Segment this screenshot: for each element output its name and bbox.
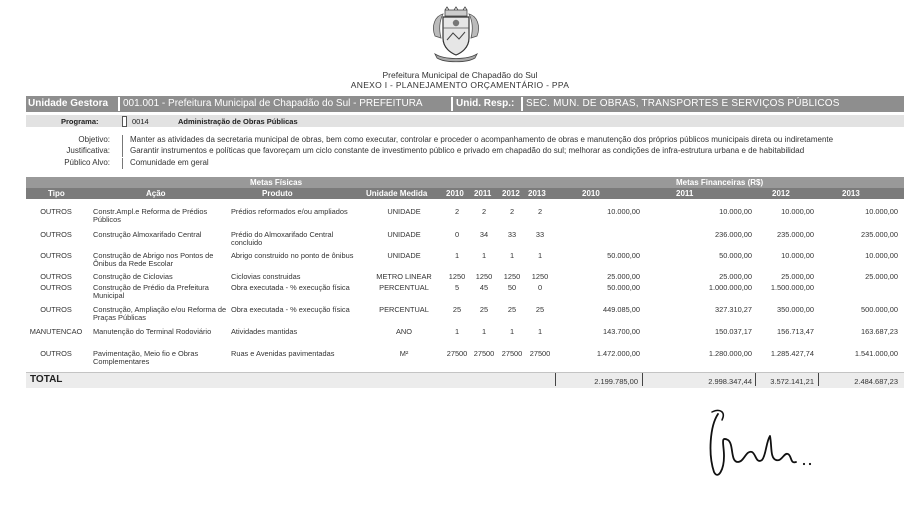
cell-m2011: 1250: [475, 272, 493, 281]
annex-title: ANEXO I - PLANEJAMENTO ORÇAMENTÁRIO - PPA: [350, 80, 570, 90]
org-name: Prefeitura Municipal de Chapadão do Sul: [382, 70, 538, 80]
publico-row: [26, 158, 906, 169]
programa-bar: [26, 115, 904, 127]
cell-m2011: 25: [479, 305, 489, 314]
cell-f2013: 25.000,00: [865, 272, 898, 281]
cell-f2010: 50.000,00: [607, 283, 640, 292]
cell-acao: Manutenção do Terminal Rodoviário: [93, 327, 212, 336]
cell-tipo: OUTROS: [40, 349, 72, 358]
total-2011: 2.998.347,44: [708, 377, 752, 386]
cell-f2013: 235.000,00: [861, 230, 898, 239]
col-f2011: 2011: [676, 189, 694, 198]
cell-acao: Construção Almoxarifado Central: [93, 230, 202, 239]
cell-f2010: 10.000,00: [607, 207, 640, 216]
municipal-crest-icon: [427, 6, 485, 64]
cell-m2010: 5: [454, 283, 460, 292]
cell-produto: Ciclovias construidas: [231, 272, 301, 281]
programa-name: Administração de Obras Públicas: [178, 116, 298, 126]
cell-m2010: 0: [454, 230, 460, 239]
cell-produto: Ruas e Avenidas pavimentadas: [231, 349, 335, 358]
cell-m2011: 45: [479, 283, 489, 292]
cell-f2011: 236.000,00: [715, 230, 752, 239]
cell-tipo: MANUTENCAO: [29, 327, 83, 336]
cell-f2013: 500.000,00: [861, 305, 898, 314]
objetivo-label: Objetivo:: [78, 135, 110, 144]
cell-m2010: 27500: [446, 349, 468, 358]
cell-produto: Obra executada - % execução física: [231, 283, 350, 292]
justificativa-text: Garantir instrumentos e políticas que favoreçam um ciclo constante de investimento público e privado em chapadão do sul; melhorar as condições de infra-estrutura urbana e de habitabilidad: [130, 146, 805, 155]
cell-acao: Construção de Abrigo nos Pontos de Ônibus da Rede Escolar: [93, 251, 214, 269]
cell-unidade: UNIDADE: [387, 207, 421, 216]
col-m2010: 2010: [446, 189, 464, 198]
col-tipo: Tipo: [48, 189, 65, 198]
objetivo-row: [26, 135, 906, 146]
cell-m2012: 1250: [503, 272, 521, 281]
cell-m2011: 1: [481, 251, 487, 260]
cell-acao: Construção, Ampliação e/ou Reforma de Praças Públicas: [93, 305, 227, 323]
total-label: TOTAL: [30, 374, 63, 385]
cell-m2013: 25: [535, 305, 545, 314]
cell-f2012: 156.713,47: [777, 327, 814, 336]
cell-tipo: OUTROS: [40, 283, 72, 292]
cell-unidade: M²: [399, 349, 409, 358]
cell-tipo: OUTROS: [40, 230, 72, 239]
cell-f2010: 1.472.000,00: [596, 349, 640, 358]
cell-m2013: 1: [537, 251, 543, 260]
cell-acao: Pavimentação, Meio fio e Obras Complementares: [93, 349, 199, 367]
cell-m2012: 1: [509, 327, 515, 336]
publico-label: Público Alvo:: [64, 158, 110, 167]
cell-tipo: OUTROS: [40, 251, 72, 260]
unid-resp-value: SEC. MUN. DE OBRAS, TRANSPORTES E SERVIÇOS PÚBLICOS: [526, 98, 840, 109]
cell-m2013: 33: [535, 230, 545, 239]
cell-produto: Abrigo construido no ponto de ônibus: [231, 251, 354, 260]
publico-text: Comunidade em geral: [130, 158, 209, 167]
col-m2011: 2011: [474, 189, 492, 198]
unidade-gestora-label: Unidade Gestora: [28, 98, 109, 109]
cell-f2011: 10.000,00: [719, 207, 752, 216]
cell-unidade: PERCENTUAL: [379, 305, 429, 314]
cell-unidade: UNIDADE: [387, 251, 421, 260]
cell-m2013: 2: [537, 207, 543, 216]
col-m2012: 2012: [502, 189, 520, 198]
cell-produto: Prédios reformados e/ou ampliados: [231, 207, 348, 216]
cell-f2012: 350.000,00: [777, 305, 814, 314]
objetivo-text: Manter as atividades da secretaria municipal de obras, bem como executar, controlar e proceder o acompanhamento de obras e manutenção dos próprios públicos municipais direta ou indiretamente: [130, 135, 834, 144]
total-2013: 2.484.687,23: [854, 377, 898, 386]
cell-m2013: 0: [537, 283, 543, 292]
cell-m2010: 2: [454, 207, 460, 216]
col-f2013: 2013: [842, 189, 860, 198]
col-f2010: 2010: [582, 189, 600, 198]
cell-acao: Construção de Prédio da Prefeitura Municipal: [93, 283, 209, 301]
cell-produto: Prédio do Almoxarifado Central concluido: [231, 230, 334, 248]
cell-f2011: 150.037,17: [715, 327, 752, 336]
total-2012: 3.572.141,21: [770, 377, 814, 386]
cell-m2011: 34: [479, 230, 489, 239]
cell-m2013: 27500: [529, 349, 551, 358]
cell-f2010: 50.000,00: [607, 251, 640, 260]
cell-produto: Obra executada - % execução física: [231, 305, 350, 314]
unidade-gestora-value: 001.001 - Prefeitura Municipal de Chapadão do Sul - PREFEITURA: [123, 98, 423, 109]
cell-m2012: 1: [509, 251, 515, 260]
signature-image: [700, 406, 840, 484]
cell-tipo: OUTROS: [40, 207, 72, 216]
cell-f2013: 1.541.000,00: [854, 349, 898, 358]
cell-unidade: ANO: [395, 327, 412, 336]
cell-f2012: 235.000,00: [777, 230, 814, 239]
cell-m2012: 25: [507, 305, 517, 314]
cell-f2012: 1.285.427,74: [770, 349, 814, 358]
cell-f2011: 1.000.000,00: [708, 283, 752, 292]
cell-m2012: 2: [509, 207, 515, 216]
programa-code: 0014: [132, 116, 149, 126]
cell-tipo: OUTROS: [40, 272, 72, 281]
cell-m2012: 33: [507, 230, 517, 239]
cell-f2013: 10.000,00: [865, 207, 898, 216]
cell-f2011: 1.280.000,00: [708, 349, 752, 358]
cell-f2013: 163.687,23: [861, 327, 898, 336]
cell-f2011: 327.310,27: [715, 305, 752, 314]
cell-f2011: 25.000,00: [719, 272, 752, 281]
cell-f2012: 10.000,00: [781, 251, 814, 260]
cell-m2012: 27500: [501, 349, 523, 358]
cell-m2010: 1: [454, 327, 460, 336]
unidade-gestora-bar: [26, 96, 904, 112]
cell-f2012: 1.500.000,00: [770, 283, 814, 292]
cell-m2010: 25: [452, 305, 462, 314]
cell-f2012: 25.000,00: [781, 272, 814, 281]
metas-group-header: [26, 177, 904, 188]
cell-f2010: 143.700,00: [603, 327, 640, 336]
cell-m2010: 1250: [448, 272, 466, 281]
cell-produto: Atividades mantidas: [231, 327, 298, 336]
total-2010: 2.199.785,00: [594, 377, 638, 386]
cell-unidade: PERCENTUAL: [379, 283, 429, 292]
cell-unidade: UNIDADE: [387, 230, 421, 239]
cell-tipo: OUTROS: [40, 305, 72, 314]
unid-resp-label: Unid. Resp.:: [456, 98, 515, 109]
metas-fisicas-header: Metas Físicas: [250, 178, 303, 187]
cell-m2013: 1: [537, 327, 543, 336]
col-unidade-medida: Unidade Medida: [366, 189, 428, 198]
cell-f2010: 449.085,00: [603, 305, 640, 314]
cell-m2012: 50: [507, 283, 517, 292]
cell-f2011: 50.000,00: [719, 251, 752, 260]
cell-acao: Construção de Ciclovias: [93, 272, 173, 281]
cell-unidade: METRO LINEAR: [376, 272, 432, 281]
col-f2012: 2012: [772, 189, 790, 198]
cell-m2011: 2: [481, 207, 487, 216]
metas-financeiras-header: Metas Financeiras (R$): [676, 178, 764, 187]
justificativa-label: Justificativa:: [66, 146, 110, 155]
cell-acao: Constr.Ampl.e Reforma de Prédios Públicos: [93, 207, 208, 225]
col-m2013: 2013: [528, 189, 546, 198]
col-acao: Ação: [146, 189, 166, 198]
programa-box: [122, 116, 127, 127]
cell-m2011: 1: [481, 327, 487, 336]
justificativa-row: [26, 146, 906, 157]
col-produto: Produto: [262, 189, 293, 198]
cell-m2013: 1250: [531, 272, 549, 281]
programa-label: Programa:: [61, 116, 99, 126]
cell-f2013: 10.000,00: [865, 251, 898, 260]
cell-m2011: 27500: [473, 349, 495, 358]
cell-f2010: 25.000,00: [607, 272, 640, 281]
cell-m2010: 1: [454, 251, 460, 260]
cell-f2012: 10.000,00: [781, 207, 814, 216]
